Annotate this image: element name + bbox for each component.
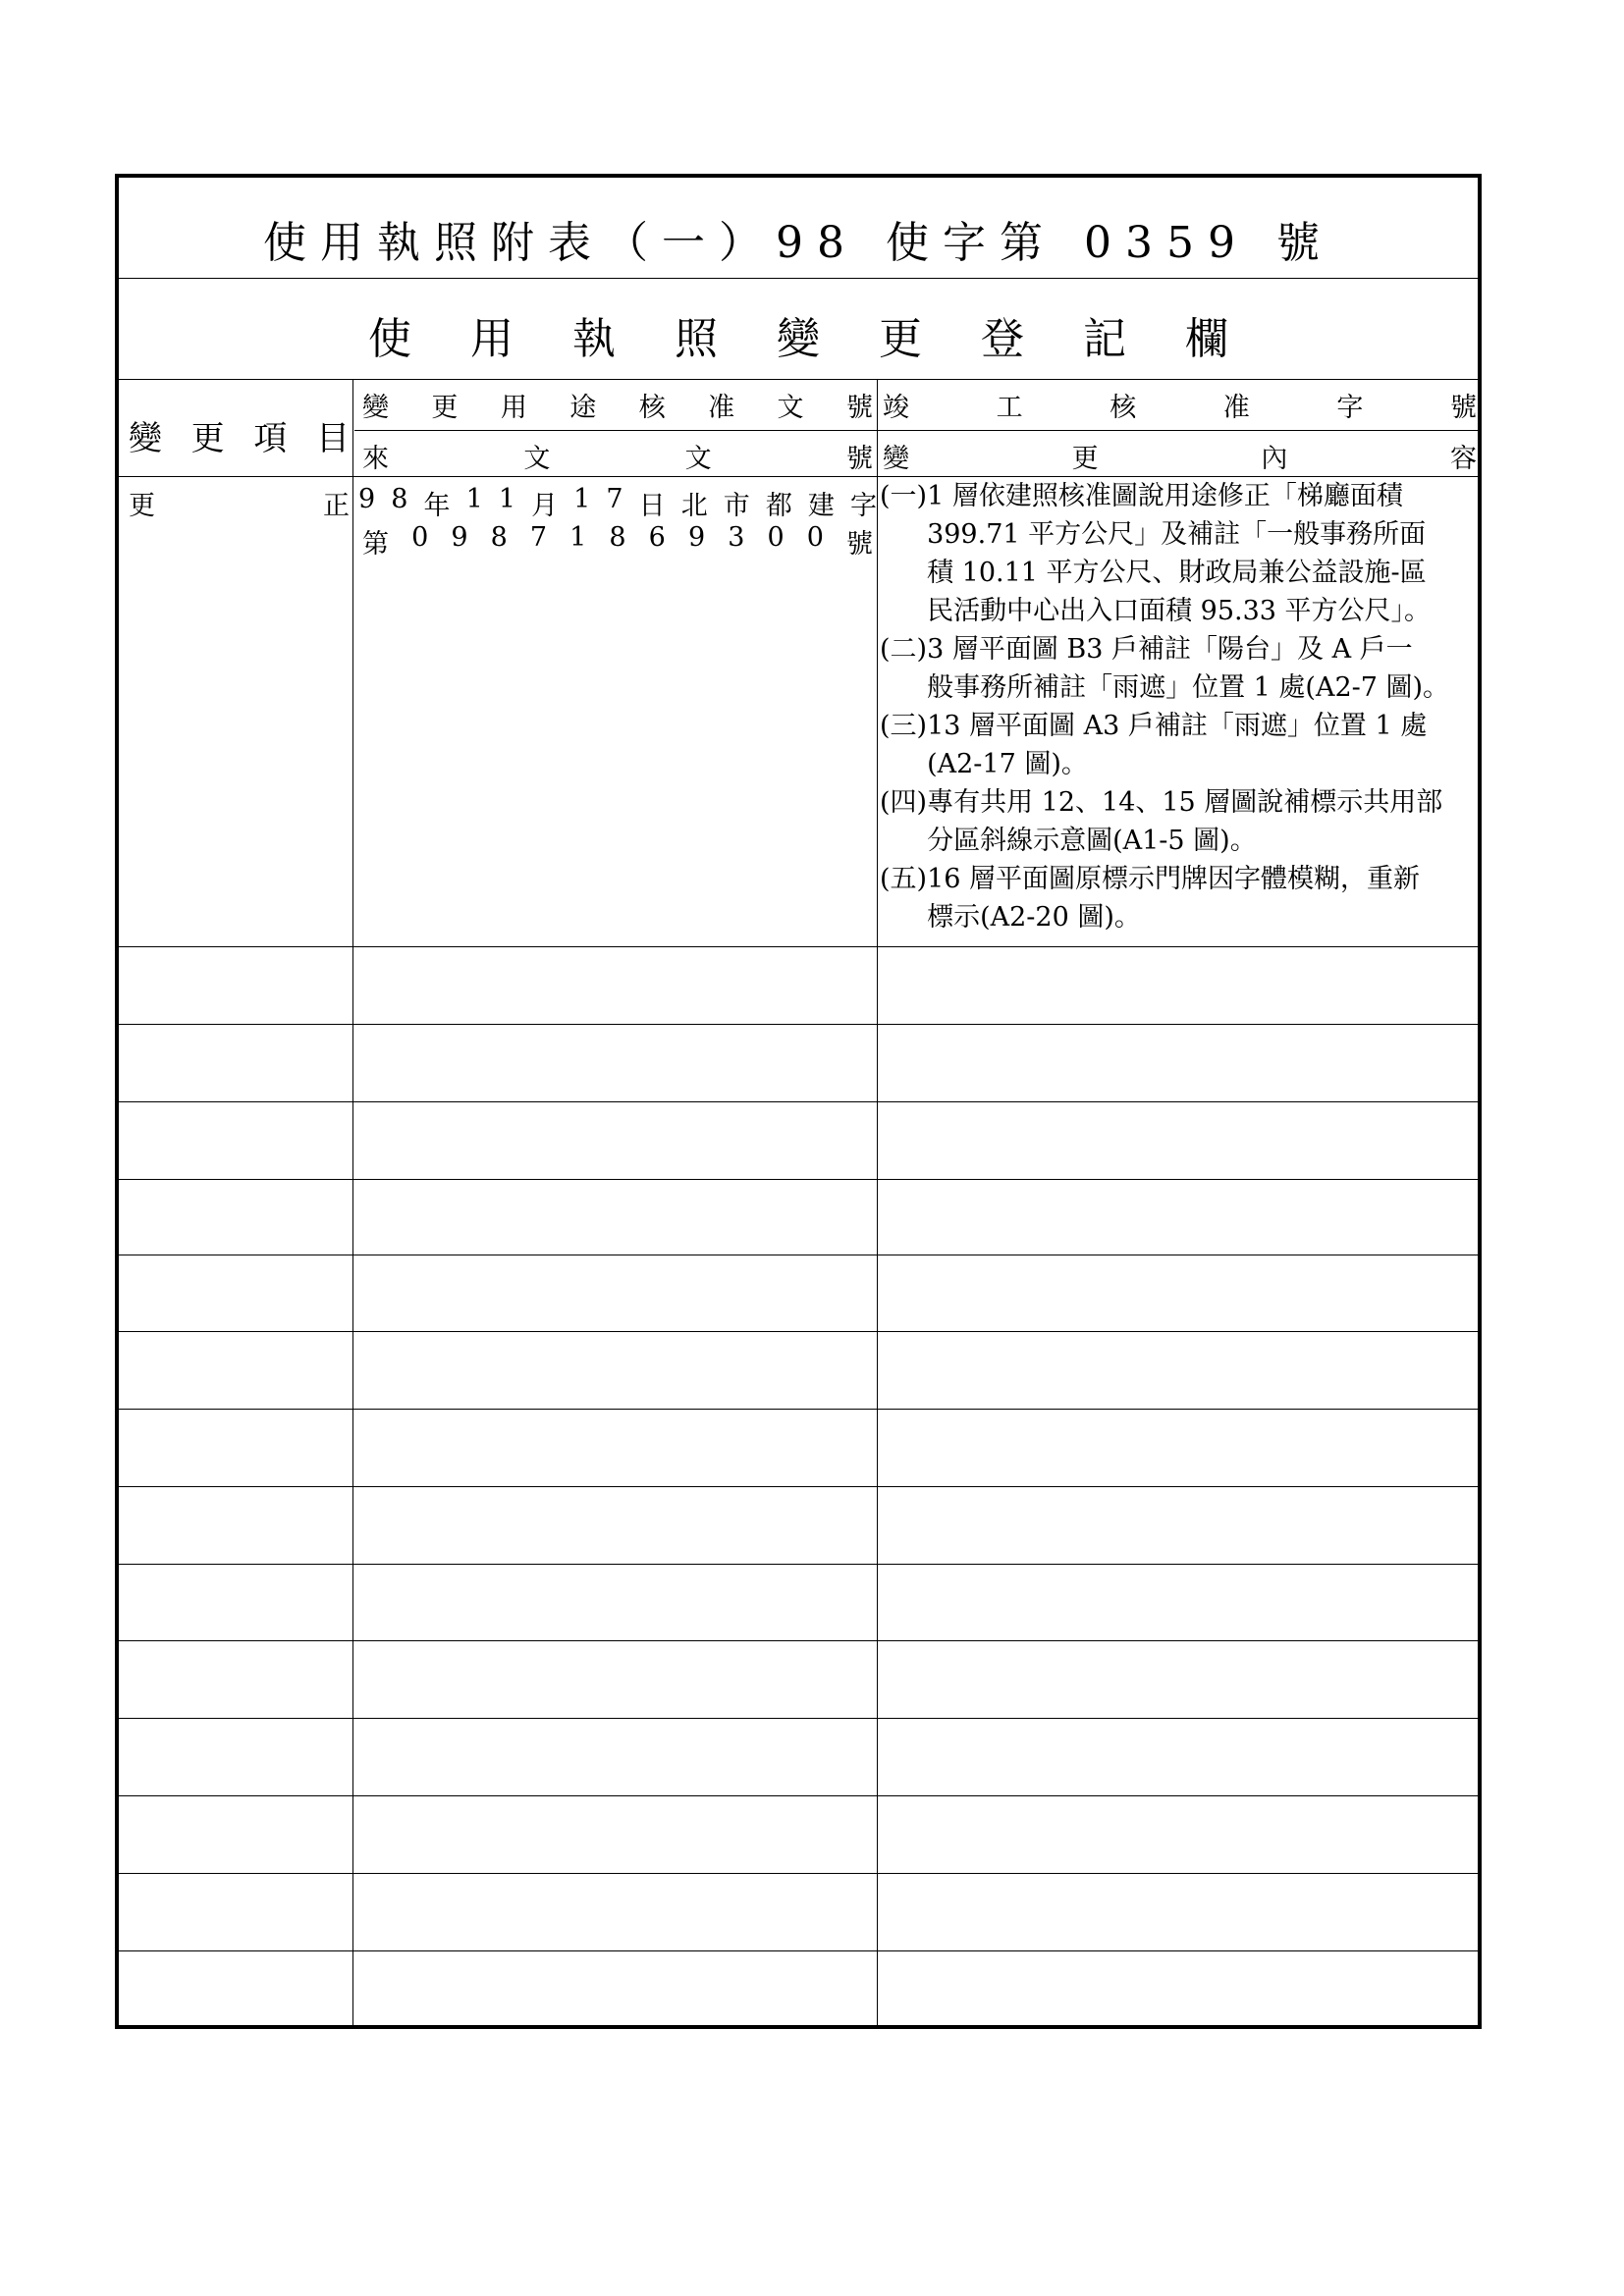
record-doc-line1 [358,484,877,522]
doc-char: 年 [423,491,451,521]
header-char: 變 [129,419,162,458]
doc-char: 1 [573,484,591,514]
doc-char: 8 [490,522,508,553]
item-number: (五) [880,864,928,894]
header-char: 准 [708,393,735,423]
row-divider [119,1486,1478,1487]
item-number: (二) [880,634,928,665]
header-char: 更 [1071,444,1099,474]
item-line: 1 層依建照核准圖說用途修正「梯廳面積 [927,481,1403,511]
row-divider [119,1640,1478,1641]
header-char: 核 [1110,393,1137,423]
header-char: 核 [638,393,666,423]
record-char: 正 [323,491,350,521]
record-item [129,484,350,522]
doc-char: 市 [723,491,750,521]
doc-char: 0 [767,522,785,553]
header-char: 變 [883,444,909,474]
doc-char: 都 [765,491,792,521]
item-number: (四) [880,787,928,818]
item-line: 標示(A2-20 圖)。 [927,902,1141,933]
header-char: 准 [1222,393,1250,423]
subtitle-char: 使 [368,314,411,364]
header-char: 文 [523,444,551,474]
header-approval-doc-no [362,386,873,424]
header-change-content [883,437,1477,475]
subtitle-char: 用 [470,314,514,364]
doc-char: 0 [806,522,824,553]
change-item [880,477,1479,630]
header-char: 字 [1336,393,1364,423]
item-number: (三) [880,711,928,741]
subtitle-char: 執 [572,314,616,364]
item-number: (一) [880,481,928,511]
doc-char: 8 [391,484,408,514]
item-line: 積 10.11 平方公尺、財政局兼公益設施-區 [927,558,1427,588]
doc-char: 6 [648,522,666,553]
doc-char: 日 [638,491,666,521]
change-content-list [880,477,1479,936]
header-change-item [129,411,350,459]
doc-char: 字 [849,491,877,521]
item-line: 16 層平面圖原標示門牌因字體模糊，重新 [927,864,1421,894]
row-divider [119,1795,1478,1796]
header-char: 文 [684,444,712,474]
header-char: 目 [315,419,350,458]
doc-char: 7 [529,522,548,553]
row-divider [119,1179,1478,1180]
doc-char: 1 [498,484,515,514]
record-char: 更 [129,491,155,521]
header-char: 容 [1449,444,1477,474]
doc-char: 0 [411,522,429,553]
subtitle-char: 登 [981,314,1024,364]
header-char: 內 [1261,444,1288,474]
doc-char: 月 [531,491,559,521]
header-completion-no [883,386,1477,424]
divider [119,278,1478,279]
change-item [880,707,1479,783]
header-char: 用 [500,393,527,423]
header-char: 來 [362,444,389,474]
header-char: 變 [362,393,389,423]
doc-char: 9 [451,522,468,553]
item-line: 399.71 平方公尺」及補註「一般事務所面 [927,519,1427,550]
row-divider [119,946,1478,947]
doc-char: 建 [807,491,835,521]
table-title: 使用執照附表（一）98 使字第 0359 號 [263,218,1333,268]
header-char: 更 [190,419,225,458]
item-line: (A2-17 圖)。 [927,749,1088,779]
header-char: 項 [253,419,288,458]
registration-table [115,174,1482,2029]
row-divider [119,1331,1478,1332]
header-char: 工 [996,393,1023,423]
column-divider [352,379,353,2025]
header-char: 竣 [883,393,909,423]
header-char: 號 [845,393,873,423]
doc-char: 北 [680,491,708,521]
record-doc-line2 [362,522,873,561]
item-line: 般事務所補註「雨遮」位置 1 處(A2-7 圖)。 [927,672,1450,703]
doc-char: 1 [569,522,587,553]
row-divider [119,1873,1478,1874]
doc-char: 9 [358,484,376,514]
divider [354,430,1478,431]
doc-char: 號 [846,529,873,560]
header-char: 文 [777,393,804,423]
row-divider [119,1950,1478,1951]
subtitle-char: 記 [1083,314,1126,364]
row-divider [119,1718,1478,1719]
item-line: 專有共用 12、14、15 層圖說補標示共用部 [927,787,1443,818]
row-divider [119,1409,1478,1410]
header-char: 途 [569,393,597,423]
divider [119,379,1478,380]
change-item [880,630,1479,707]
doc-char: 7 [606,484,623,514]
item-line: 3 層平面圖 B3 戶補註「陽台」及 A 戶一 [927,634,1413,665]
row-divider [119,1101,1478,1102]
doc-char: 8 [609,522,626,553]
subtitle-char: 更 [879,314,922,364]
column-divider [877,379,878,2025]
header-char: 號 [1449,393,1477,423]
change-item [880,783,1479,860]
header-incoming-doc-no [362,437,873,475]
item-line: 民活動中心出入口面積 95.33 平方公尺」。 [927,596,1432,626]
subtitle-char: 照 [675,314,718,364]
header-char: 更 [431,393,459,423]
doc-char: 第 [362,529,389,560]
doc-char: 1 [465,484,483,514]
item-line: 13 層平面圖 A3 戶補註「雨遮」位置 1 處 [927,711,1428,741]
subtitle-char: 欄 [1185,314,1228,364]
change-item [880,860,1479,936]
doc-char: 3 [728,522,745,553]
item-line: 分區斜線示意圖(A1-5 圖)。 [927,826,1257,856]
header-char: 號 [845,444,873,474]
subtitle-char: 變 [777,314,820,364]
doc-char: 9 [687,522,706,553]
row-divider [119,1564,1478,1565]
table-subtitle [119,303,1478,366]
row-divider [119,1024,1478,1025]
